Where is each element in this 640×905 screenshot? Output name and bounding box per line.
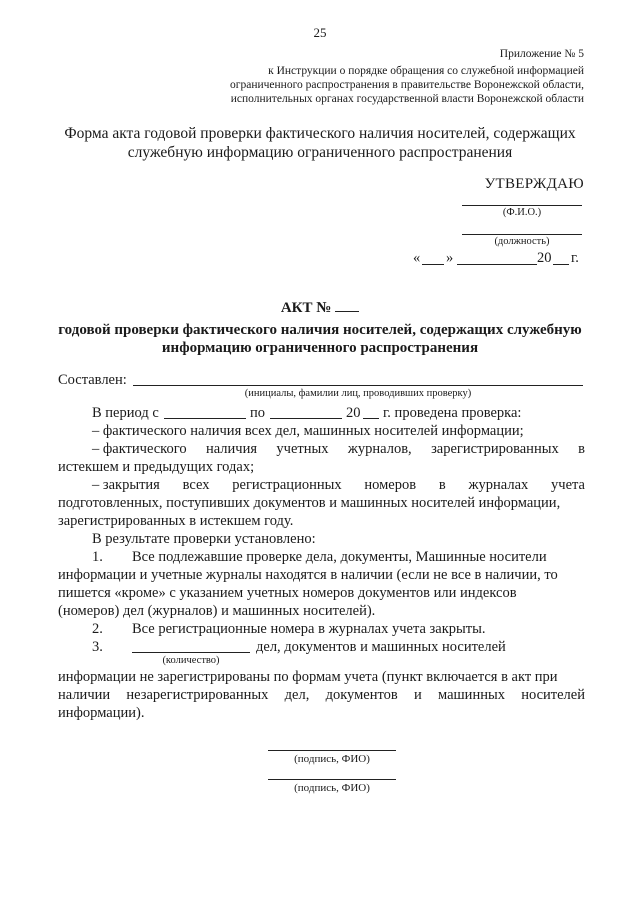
date-year-prefix: 20 <box>537 250 552 266</box>
result-item-text: Все подлежавшие проверке дела, документы, Машинные носители <box>132 549 547 565</box>
result-item-text: Все регистрационные номера в журналах учета закрыты. <box>132 621 486 637</box>
composed-line <box>133 385 583 386</box>
check-word: журналов, <box>347 441 412 457</box>
appendix-title: Приложение № 5 <box>499 48 584 60</box>
check-item-continued: подготовленных, поступивших документов и машинных носителей информации, <box>58 495 561 511</box>
check-word: наличия <box>205 441 258 457</box>
check-word: регистрационных <box>232 477 342 493</box>
check-word: учетных <box>276 441 329 457</box>
period-suffix: г. проведена проверка: <box>383 405 522 421</box>
result-tail-justified: наличии незарегистрированных дел, документов и машинных носителей <box>58 687 585 703</box>
date-open-quote: « <box>413 250 421 266</box>
check-word: журналах <box>468 477 529 493</box>
act-title-line: информацию ограниченного распространения <box>161 340 479 356</box>
position-line <box>462 234 582 235</box>
quantity-caption: (количество) <box>162 655 220 666</box>
form-title-line: Форма акта годовой проверки фактического наличия носителей, содержащих <box>64 125 576 142</box>
check-word: номеров <box>364 477 417 493</box>
act-title-line: годовой проверки фактического наличия носителей, содержащих служебную <box>58 322 582 338</box>
result-tail-text <box>58 687 585 704</box>
result-tail-text: информации не зарегистрированы по формам учета (пункт включается в акт при <box>58 669 558 685</box>
date-year-line <box>553 264 569 265</box>
result-tail-text: информации). <box>58 705 145 721</box>
check-word: зарегистрированных <box>431 441 559 457</box>
result-item-text: информации и учетные журналы находятся в наличии (если не все в наличии, то <box>58 567 558 583</box>
check-item-continued: зарегистрированных в истекшем году. <box>58 513 294 529</box>
result-item-text: (номеров) дел (журналов) и машинных носителей). <box>58 603 376 619</box>
signature-caption: (подпись, ФИО) <box>294 782 370 794</box>
result-item-number: 2. <box>92 621 103 637</box>
check-word: всех <box>182 477 210 493</box>
act-number <box>0 300 640 317</box>
check-word: – фактического <box>92 441 187 457</box>
period-to-line <box>270 418 342 419</box>
check-item: – фактического наличия всех дел, машинных носителей информации; <box>92 423 524 439</box>
result-item-text: дел, документов и машинных носителей <box>256 639 506 655</box>
signature-caption: (подпись, ФИО) <box>294 753 370 765</box>
results-heading: В результате проверки установлено: <box>92 531 316 547</box>
act-number-label: АКТ № <box>280 300 332 316</box>
result-item-number: 3. <box>92 639 103 655</box>
fio-line <box>462 205 582 206</box>
period-from-line <box>164 418 246 419</box>
signature-line <box>268 779 396 780</box>
page-number: 25 <box>313 25 327 40</box>
signature-line <box>268 750 396 751</box>
period-year-line <box>363 418 379 419</box>
quantity-line <box>132 652 250 653</box>
composed-caption: (инициалы, фамилии лиц, проводивших проверку) <box>244 388 472 399</box>
appendix-line: исполнительных органах государственной власти Воронежской области <box>230 93 584 105</box>
check-item <box>92 441 585 458</box>
period-year: 20 <box>346 405 361 421</box>
check-item-continued: истекшем и предыдущих годах; <box>58 459 255 475</box>
period-to: по <box>250 405 266 421</box>
check-word: учета <box>551 477 585 493</box>
act-number-line <box>335 311 359 312</box>
period-prefix: В период с <box>92 405 159 421</box>
check-word: – закрытия <box>92 477 160 493</box>
check-item <box>92 477 585 494</box>
approval-label: УТВЕРЖДАЮ <box>484 176 584 192</box>
position-caption: (должность) <box>494 236 550 247</box>
appendix-line: к Инструкции о порядке обращения со служебной информацией <box>268 65 584 77</box>
fio-caption: (Ф.И.О.) <box>502 207 542 218</box>
date-close-quote: » <box>446 250 454 266</box>
appendix-line: ограниченного распространения в правительстве Воронежской области, <box>230 79 584 91</box>
composed-label: Составлен: <box>58 372 127 388</box>
date-year-suffix: г. <box>571 250 579 266</box>
date-month-line <box>457 264 537 265</box>
result-item-text: пишется «кроме» с указанием учетных номеров документов или индексов <box>58 585 517 601</box>
form-title-line: служебную информацию ограниченного распространения <box>127 144 513 161</box>
check-word: в <box>578 441 585 457</box>
check-word: в <box>438 477 446 493</box>
date-day-line <box>422 264 444 265</box>
result-item-number: 1. <box>92 549 103 565</box>
